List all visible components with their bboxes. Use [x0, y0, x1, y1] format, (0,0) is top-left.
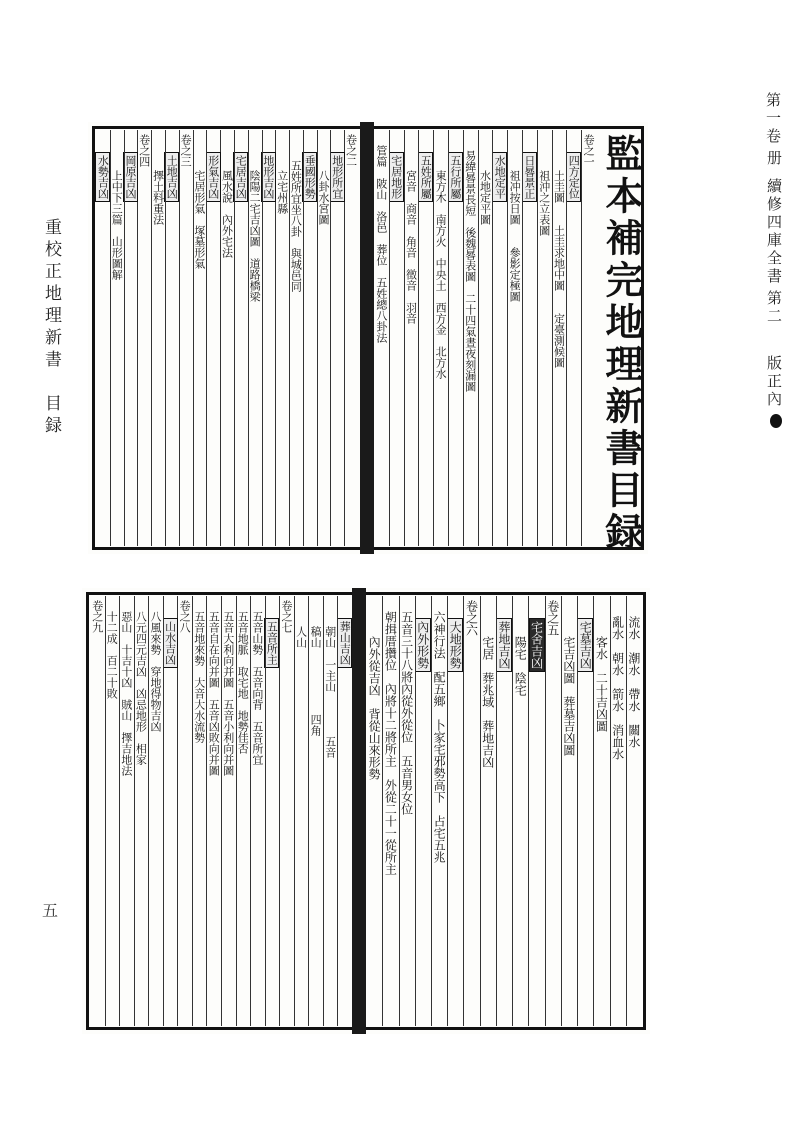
section-heading: 宅居吉凶 [233, 152, 248, 202]
entry-text: 內外從吉凶 背從山來形勢 [367, 636, 382, 780]
entry-text: 上中下三篇 山形圖解 [110, 170, 124, 280]
entry-text: 陰陽二宅吉凶圖 道路橋梁 [248, 170, 262, 302]
column-rule [206, 596, 207, 1026]
column-rule [577, 596, 578, 1026]
column-rule [433, 130, 434, 546]
column-rule [330, 130, 331, 546]
book-side-title: 重校正地理新書 目録 [41, 218, 61, 438]
entry-text: 宅居形氣 塚墓形氣 [192, 170, 206, 269]
margin-note-5: 版正內 [765, 355, 783, 409]
column-rule [308, 596, 309, 1026]
section-heading: 地形所宜 [330, 152, 345, 202]
volume-header: 卷之三 [179, 134, 193, 167]
entry-text: 客水 二十吉凶圖 [594, 636, 609, 732]
section-heading: 山水吉凶 [163, 618, 178, 668]
column-rule [581, 130, 582, 546]
section-heading: 日晷景正 [522, 152, 537, 202]
volume-header: 卷之二 [344, 134, 358, 167]
column-rule [561, 596, 562, 1026]
column-rule [250, 596, 251, 1026]
column-rule [192, 596, 193, 1026]
column-rule [626, 596, 627, 1026]
entry-text: 亂水 朝水 箭水 消血水 [610, 616, 625, 760]
column-rule [463, 130, 464, 546]
top-left-page [96, 130, 358, 546]
section-heading: 五姓所屬 [418, 152, 433, 202]
entry-text: 朝揖厝攢位 內將十二將所主 外從二十一從所主 [383, 611, 398, 875]
entry-text: 宅居 葬兆域 葬地吉凶 [480, 636, 495, 768]
column-rule [399, 596, 400, 1026]
top-right-page [374, 130, 596, 546]
column-rule [165, 130, 166, 546]
column-rule [105, 596, 106, 1026]
entry-text: 五姓所宜坐八卦 與城邑同 [289, 160, 303, 292]
section-heading: 葬山吉凶 [337, 618, 352, 668]
section-heading: 五行所屬 [448, 152, 463, 202]
entry-text: 擇土料重法 [151, 170, 165, 225]
column-rule [610, 596, 611, 1026]
column-rule [337, 596, 338, 1026]
top-spread-fold [360, 122, 374, 554]
entry-text: 宅吉凶圖 葬墓吉凶圖 [561, 636, 576, 756]
entry-text: 水地定平圖 [478, 170, 492, 225]
entry-text: 六神行法 配五鄉 卜家宅邪勢高下 占宅五兆 [432, 611, 447, 863]
top-main-title: 監本補完地理新書目録 [599, 134, 644, 554]
column-rule [206, 130, 207, 546]
section-heading: 宅舍吉凶 [529, 618, 545, 672]
volume-header: 卷之一 [582, 134, 596, 167]
volume-header: 卷之八 [178, 600, 192, 633]
column-rule [265, 596, 266, 1026]
section-heading: 土地吉凶 [164, 152, 179, 202]
column-rule [404, 130, 405, 546]
section-heading: 內外形勢 [415, 618, 431, 672]
column-rule [134, 596, 135, 1026]
volume-header: 卷之九 [90, 600, 104, 633]
column-rule [552, 130, 553, 546]
column-rule [507, 130, 508, 546]
entry-text: 土圭圖 土圭求地中圖 定臺測候圖 [552, 170, 566, 368]
entry-text: 稿山 四角 [309, 626, 323, 736]
entry-text: 流水 潮水 帶水 關水 [626, 616, 641, 748]
volume-header: 卷之七 [280, 600, 293, 633]
column-rule [447, 596, 448, 1026]
bottom-right-page [366, 596, 642, 1026]
margin-note-2: 册 [765, 150, 783, 168]
column-rule [289, 130, 290, 546]
entry-text: 宮音 商音 角音 徵音 羽音 [404, 170, 418, 324]
column-rule [463, 596, 464, 1026]
entry-text: 祖冲按日圖 參影定極圖 [508, 170, 522, 302]
column-rule [234, 130, 235, 546]
bottom-left-page [90, 596, 352, 1026]
column-rule [448, 130, 449, 546]
column-rule [537, 130, 538, 546]
margin-note-4: 第二 [765, 290, 783, 326]
entry-text: 五音三十八將內從外從位 五音男女位 [399, 611, 414, 815]
column-rule [480, 596, 481, 1026]
column-rule [262, 130, 263, 546]
column-rule [522, 130, 523, 546]
section-heading: 地形吉凶 [261, 152, 276, 202]
column-rule [528, 596, 529, 1026]
entry-text: 八卦水宮圖 [317, 170, 330, 225]
column-rule [236, 596, 237, 1026]
column-rule [389, 130, 390, 546]
volume-header: 卷之六 [464, 600, 479, 636]
section-heading: 垂國形勢 [302, 152, 317, 202]
section-heading: 宅墓吉凶 [577, 618, 593, 672]
section-heading: 水地定平 [492, 152, 507, 202]
entry-text: 八風來勢 穿地得物吉凶 [149, 611, 162, 732]
entry-text: 惡山 十吉十凶 賊山 擇吉地法 [119, 611, 133, 776]
section-heading: 岡原吉凶 [123, 152, 138, 202]
column-rule [303, 130, 304, 546]
entry-text: 風水說 內外宅法 [220, 170, 234, 258]
column-rule [415, 596, 416, 1026]
column-rule [566, 130, 567, 546]
column-rule [124, 130, 125, 546]
column-rule [496, 596, 497, 1026]
column-rule [593, 596, 594, 1026]
section-heading: 宅居地形 [389, 152, 404, 202]
entry-text: 五音大利向并圖 五音小利向并圖 [221, 611, 235, 776]
entry-text: 十二成 百二十敗 [105, 611, 119, 699]
entry-text: 陽宅 陰宅 [513, 636, 528, 696]
section-heading: 四方定位 [566, 152, 581, 202]
section-heading: 水勢吉凶 [95, 152, 110, 202]
entry-text: 五音地來勢 大音大水流勢 [192, 611, 206, 743]
entry-text: 五音山勢 五音向背 五音所宜 [250, 611, 264, 765]
entry-text: 朝山 一主山 五音 [323, 626, 337, 758]
section-heading: 形氣吉凶 [206, 152, 221, 202]
entry-text: 人山 [294, 626, 308, 747]
column-rule [163, 596, 164, 1026]
entry-text: 五音自在向并圖 五音凶敗向并圖 [207, 611, 221, 776]
column-rule [512, 596, 513, 1026]
section-heading: 五音所主 [264, 618, 279, 668]
column-rule [119, 596, 120, 1026]
entry-text: 立宅州縣 [275, 170, 289, 214]
column-rule [294, 596, 295, 1026]
column-rule [478, 130, 479, 546]
volume-header: 卷之五 [545, 600, 560, 636]
page-number: 五 [42, 901, 59, 920]
bottom-spread-fold [352, 588, 366, 1034]
column-rule [492, 130, 493, 546]
column-rule [545, 596, 546, 1026]
top-spread [88, 122, 648, 554]
column-rule [418, 130, 419, 546]
ink-blot [770, 414, 782, 428]
volume-header: 卷之四 [137, 134, 151, 167]
entry-text: 八元四元吉凶 凶忌地形 相家 [134, 611, 148, 765]
column-rule [193, 130, 194, 546]
entry-text: 五音地脈 取宅地 地勢佳否 [236, 611, 250, 754]
entry-text: 易緯晷景長短 後魏晷表圖 二十四氣晝夜刻漏圖 [463, 150, 477, 392]
entry-text: 祖沖之立表圖 [537, 170, 551, 236]
column-rule [323, 596, 324, 1026]
section-heading: 葬地吉凶 [496, 618, 512, 672]
entry-text: 管篇 陂山 洛邑 葬位 五姓總八卦法 [374, 145, 388, 343]
column-rule [221, 596, 222, 1026]
bottom-spread [82, 588, 650, 1034]
column-rule [148, 596, 149, 1026]
margin-note-3: 續修四庫全書 [765, 178, 783, 286]
column-rule [151, 130, 152, 546]
column-rule [431, 596, 432, 1026]
entry-text: 東方木 南方火 中央土 西方金 北方水 [434, 170, 448, 379]
margin-note-1: 第一卷 [764, 92, 782, 146]
section-heading: 大地形勢 [447, 618, 463, 672]
column-rule [382, 596, 383, 1026]
